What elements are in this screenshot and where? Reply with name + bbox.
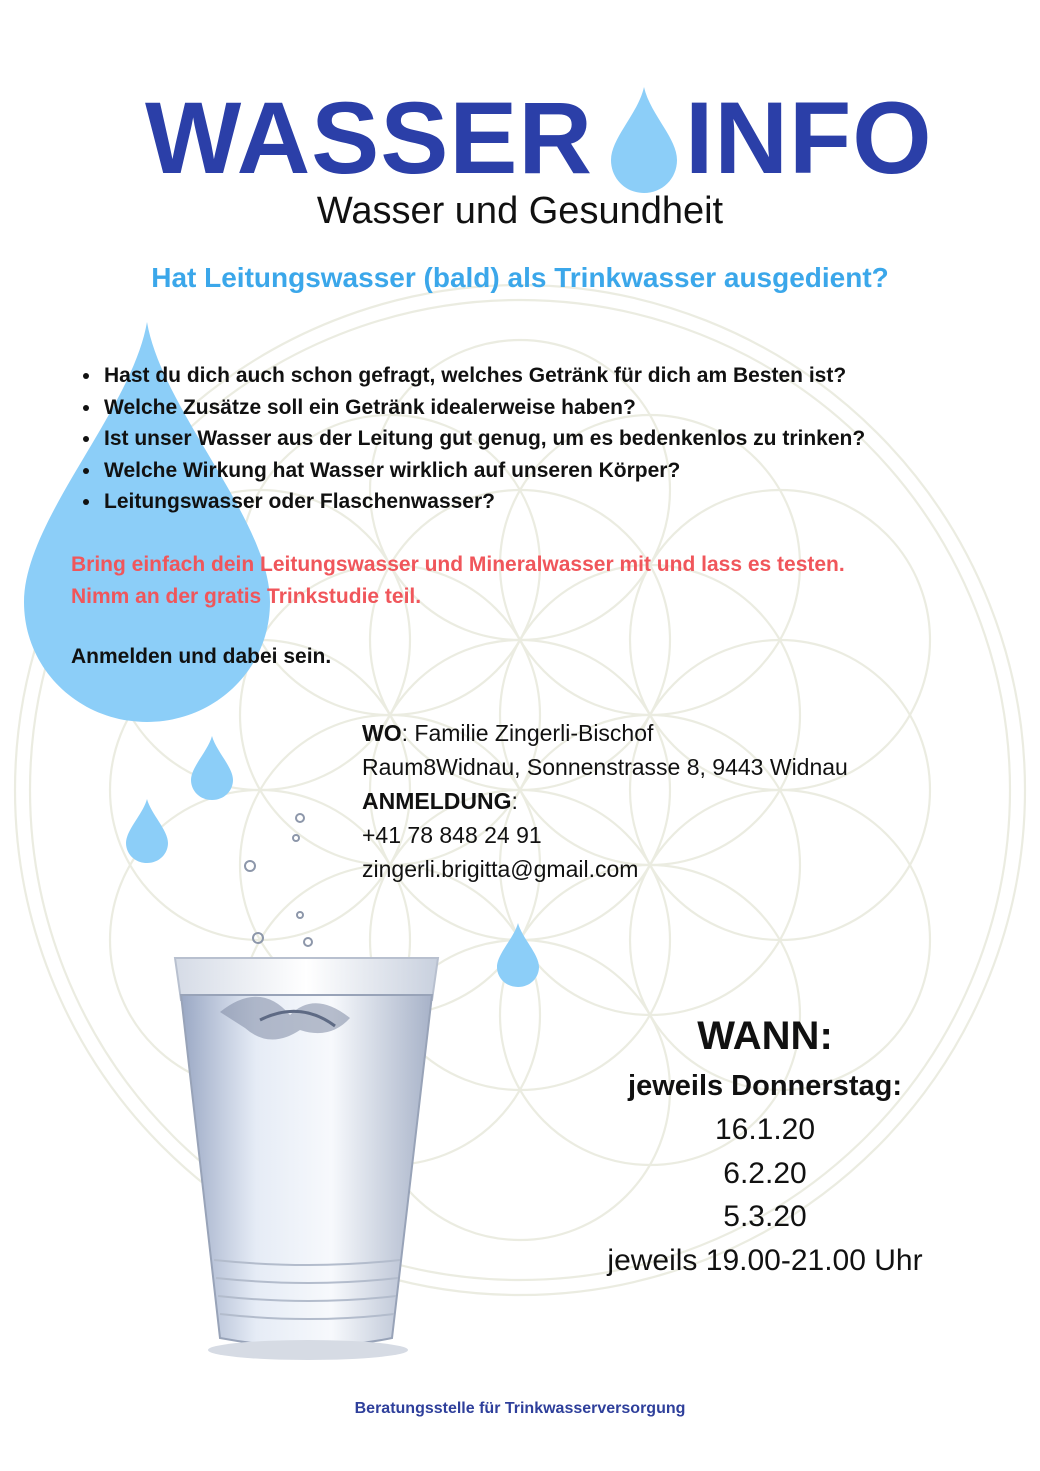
registration-label: ANMELDUNG xyxy=(362,788,512,814)
water-glass-image xyxy=(150,790,460,1370)
event-date: 5.3.20 xyxy=(723,1200,807,1233)
title-water-drop-icon xyxy=(610,86,678,194)
when-weekday: jeweils Donnerstag: xyxy=(628,1070,902,1102)
list-item: • Ist unser Wasser aus der Leitung gut genug, um es bedenkenlos zu trinken? xyxy=(102,423,1040,455)
small-water-drop-icon xyxy=(496,922,540,988)
list-item: • Leitungswasser oder Flaschenwasser? xyxy=(102,486,1040,518)
list-item: • Hast du dich auch schon gefragt, welches Getränk für dich am Besten ist? xyxy=(102,360,1040,392)
subtitle: Wasser und Gesundheit xyxy=(316,190,724,232)
list-item: • Welche Zusätze soll ein Getränk idealerweise haben? xyxy=(102,392,1040,424)
call-to-action xyxy=(71,549,1011,613)
footer-text: Beratungsstelle für Trinkwasserversorgung xyxy=(354,1400,686,1417)
cta-line: Bring einfach dein Leitungswasser und Mineralwasser mit und lass es testen. xyxy=(71,553,845,576)
when-title: WANN: xyxy=(697,1014,833,1058)
location-info: WO: Familie Zingerli-Bischof Raum8Widnau, Sonnenstrasse 8, 9443 Widnau ANMELDUNG: +41 78 848 24 91 zingerli.brigitta@gmail.com xyxy=(362,716,848,886)
where-label: WO xyxy=(362,720,402,746)
email-address[interactable]: zingerli.brigitta@gmail.com xyxy=(362,856,639,882)
title-wasser: WASSER xyxy=(145,81,594,195)
headline-question: Hat Leitungswasser (bald) als Trinkwasser ausgedient? xyxy=(151,262,889,293)
signup-text: Anmelden und dabei sein. xyxy=(71,645,332,668)
list-item: • Welche Wirkung hat Wasser wirklich auf unseren Körper? xyxy=(102,455,1040,487)
host-name: Familie Zingerli-Bischof xyxy=(414,720,654,746)
event-schedule xyxy=(560,1008,970,1282)
address: Raum8Widnau, Sonnenstrasse 8, 9443 Widnau xyxy=(362,754,848,780)
cta-line: Nimm an der gratis Trinkstudie teil. xyxy=(71,585,422,608)
event-date: 16.1.20 xyxy=(714,1113,816,1146)
phone-number[interactable]: +41 78 848 24 91 xyxy=(362,822,542,848)
event-time: jeweils 19.00-21.00 Uhr xyxy=(607,1243,923,1277)
title-info: INFO xyxy=(685,81,933,195)
event-date: 6.2.20 xyxy=(723,1156,807,1190)
question-list xyxy=(70,360,1040,518)
page-title xyxy=(0,78,1040,198)
